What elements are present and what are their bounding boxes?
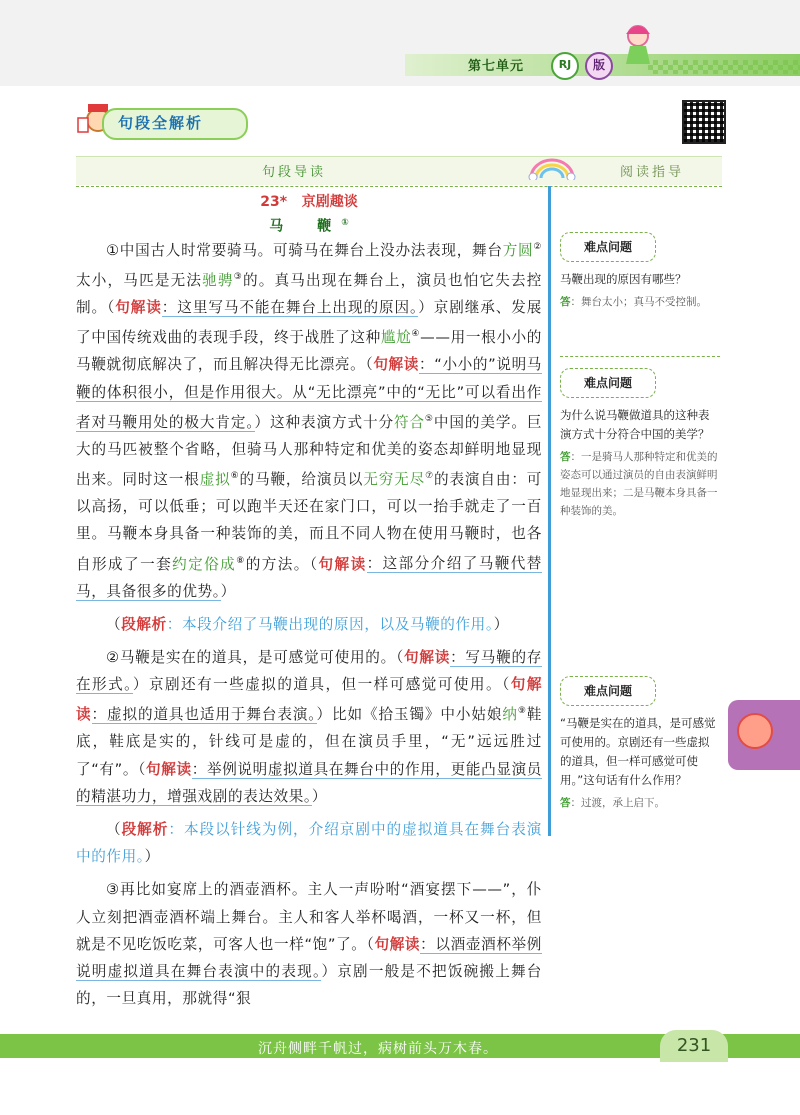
rainbow-icon [525,158,579,180]
answer-text: ：一是骑马人那种特定和优美的姿态可以通过演员的自由表演鲜明地显现出来；二是马鞭本身具备一种装饰的美。 [560,451,718,517]
qr-code-icon[interactable] [682,100,726,144]
footnote-marker: ③ [233,272,243,283]
text: ）京剧一般是不把饭碗搬上舞台的，一旦真用，那就得“狠 [76,963,542,1008]
checker-decoration [648,60,800,74]
sentence-reading-label: 句解读 [373,356,420,374]
difficulty-question: “马鞭是实在的道具，是可感觉可使用的。京剧还有一些虚拟的道具，但一样可感觉可使用。”这句话有什么作用？ [560,716,716,787]
sentence-reading-note: ：举例说明虚拟道具在舞台中的作用，更能凸显演员的精湛功力，增强戏剧的表达效果。 [76,760,543,805]
key-word: 符合 [393,413,425,431]
footnote-marker: ④ [411,329,421,340]
unit-label: 第七单元 [468,59,525,74]
sentence-reading-note: ：写马鞭的存在形式。 [76,649,542,694]
paragraph-analysis-text: ：本段以针线为例，介绍京剧中的虚拟道具在舞台表演中的作用。 [76,821,542,866]
key-word: 无穷无尽 [363,470,426,488]
divider [76,186,722,187]
key-word: 约定俗成 [172,555,237,573]
text: ） [220,582,236,600]
sentence-reading-label: 句解读 [374,935,421,953]
difficulty-label: 难点问题 [560,232,656,262]
sentence-reading-label: 句解读 [318,555,367,573]
fox-mascot-icon [737,713,773,749]
column-divider [548,186,551,836]
page-number: 231 [660,1030,728,1062]
sentence-reading-label: 句解读 [404,649,451,666]
section-title: 句段全解析 [118,114,204,132]
difficulty-card-3 [560,676,718,812]
sentence-reading-note: ：虚拟的道具也适用于舞台表演。 [91,706,317,724]
sentence-reading-label: 句解读 [146,760,192,778]
text: 的表演自由：可以高扬，可以低垂；可以跑半天还在家门口，可以一抬手就走了一百里。马鞭本身具备一种装饰的美，而且不同人物在使用马鞭时，也各自形成了一套 [76,470,542,573]
sentence-reading-label: 句解读 [115,299,162,317]
footnote-marker: ② [533,242,543,252]
paragraph-1-analysis: （段解析：本段介绍了马鞭出现的原因，以及马鞭的作用。） [106,615,509,633]
key-word: 虚拟 [199,470,231,488]
text: ——用一根小小的马鞭就彻底解决了，而且解决得无比漂亮。（ [76,329,542,374]
difficulty-question: 为什么说马鞭做道具的这种表演方式十分符合中国的美学？ [560,408,710,441]
sentence-reading-note: ：这部分介绍了马鞭代替马，具备很多的优势。 [76,555,542,600]
article-title: 京剧趣谈 [301,194,358,210]
footnote-marker: ⑧ [236,555,246,566]
author-footnote: ① [341,218,349,228]
answer-label: 答 [560,296,571,308]
text: 太小，马匹是无法 [76,271,203,289]
answer-label: 答 [560,451,571,463]
text: 的方法。（ [245,555,319,573]
difficulty-answer [560,448,718,520]
difficulty-card-1 [560,232,718,311]
paragraph-1 [76,234,542,605]
text: ） [311,787,328,805]
paragraph-2 [76,644,542,810]
text: 中国的美学。巨大的马匹被整个省略，但骑马人那种特定和优美的姿态却鲜明地显现出来。同时这一根 [76,413,543,488]
key-word: 纳 [502,706,518,724]
edition-badge: 版 [585,52,613,80]
sidebar-divider [560,356,720,357]
text: ）比如《拾玉镯》中小姑娘 [316,706,503,724]
text: ①中国古人时常要骑马。可骑马在舞台上没办法表现，舞台 [106,241,503,259]
key-word: 驰骋 [202,271,234,289]
difficulty-answer [560,293,718,311]
text: ②马鞭是实在的道具，是可感觉可使用的。（ [106,649,405,666]
footer-motto: 沉舟侧畔千帆过，病树前头万木春。 [258,1041,498,1057]
footnote-marker: ⑦ [425,471,435,482]
answer-text: ：过渡，承上启下。 [570,797,665,809]
paragraph-analysis-label: 段解析 [121,615,167,633]
text: 的马鞭，给演员以 [239,470,364,488]
key-word: 方圆 [502,241,534,259]
article-author [76,212,542,234]
paragraph-2-analysis: （段解析：本段以针线为例，介绍京剧中的虚拟道具在舞台表演中的作用。） [76,821,542,866]
paragraph-analysis-label: 段解析 [121,821,169,839]
text: ）京剧继承、发展了中国传统戏曲的表现手段，终于战胜了这种 [76,299,542,347]
answer-label: 答 [560,797,571,809]
article-body [76,192,542,1013]
paragraph-analysis-text: ：本段介绍了马鞭出现的原因，以及马鞭的作用。 [166,615,494,633]
difficulty-label: 难点问题 [560,676,656,706]
difficulty-question: 马鞭出现的原因有哪些？ [560,272,687,286]
sentence-reading-note: ：以酒壶酒杯举例说明虚拟道具在舞台表演中的表现。 [76,935,542,981]
author-name: 马 鞭 [269,218,342,235]
paragraph-3 [76,876,542,1012]
footnote-marker: ⑥ [230,471,240,482]
guide-left-label: 句段导读 [262,165,327,180]
lesson-number: 23* [260,194,288,210]
article-heading [76,192,542,212]
difficulty-card-2 [560,368,718,520]
text: 的。真马出现在舞台上，演员也怕它失去控制。（ [76,271,542,317]
sentence-reading-label: 句解读 [76,676,543,724]
key-word: 尴尬 [380,329,412,347]
footnote-marker: ⑨ [517,706,527,717]
text: ③再比如宴席上的酒壶酒杯。主人一声吩咐“酒宴摆下——”，仆人立刻把酒壶酒杯端上舞台。主人和客人举杯喝酒，一杯又一杯，但就是不见吃饭吃菜，可客人也一样“饱”了。（ [76,881,542,953]
text: ）京剧还有一些虚拟的道具，但一样可感觉可使用。（ [132,676,511,694]
footnote-marker: ⑤ [424,413,434,424]
text: ）这种表演方式十分 [254,413,394,431]
rj-badge: RJ [551,52,579,80]
sentence-reading-note: ：“小小的”说明马鞭的体积很小，但是作用很大。从“无比漂亮”中的“无比”可以看出作者对马鞭用处的极大肯定。 [76,356,542,431]
guide-right-label: 阅读指导 [620,165,685,180]
answer-text: ：舞台太小；真马不受控制。 [570,296,707,308]
difficulty-label: 难点问题 [560,368,656,398]
text: 鞋底，鞋底是实的，针线可是虚的，但在演员手里，“无”远远胜过了“有”。（ [76,706,543,778]
sentence-reading-note: ：这里写马不能在舞台上出现的原因。 [161,299,419,317]
difficulty-answer [560,794,718,812]
